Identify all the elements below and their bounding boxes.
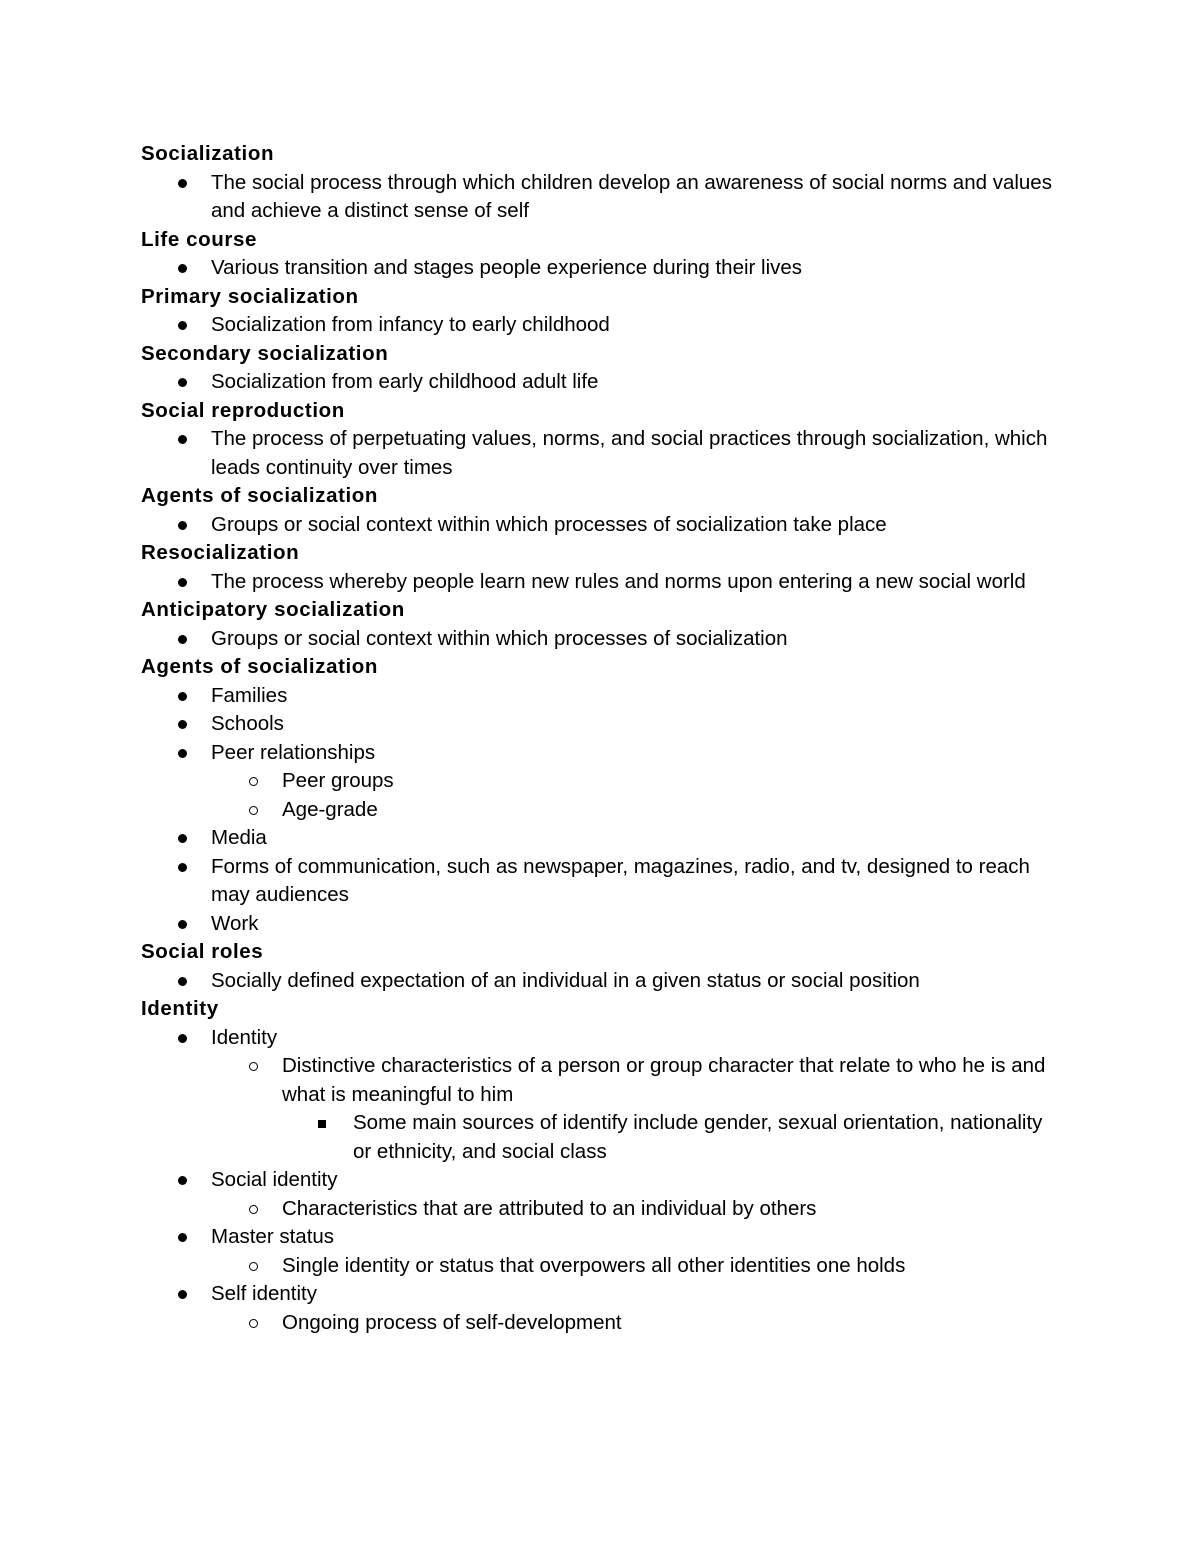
term-heading: Resocialization [141, 541, 300, 564]
list-item [141, 169, 1061, 226]
bullet-disc-icon [178, 521, 187, 530]
list-item [141, 739, 1061, 768]
list-item-text: Single identity or status that overpowers all other identities one holds [282, 1253, 906, 1277]
list-item-text: Families [211, 683, 288, 707]
list-item [141, 254, 1061, 283]
term-heading: Anticipatory socialization [141, 598, 405, 621]
term-heading: Social roles [141, 940, 264, 963]
list-item-text: Distinctive characteristics of a person or group character that relate to who he is and what is meaningful to him [282, 1054, 1046, 1106]
bullet-disc-icon [178, 720, 187, 729]
list-item [141, 967, 1061, 996]
bullet-disc-icon [178, 179, 187, 188]
list-item [141, 625, 1061, 654]
list-item-text: Ongoing process of self-development [282, 1310, 622, 1334]
bullet-disc-icon [178, 977, 187, 986]
term-heading: Socialization [141, 142, 275, 165]
bullet-circle-icon [249, 806, 258, 815]
list-item-text: Socialization from early childhood adult life [211, 370, 599, 393]
bullet-circle-icon [249, 777, 258, 786]
bullet-circle-icon [249, 1062, 258, 1071]
term-heading: Primary socialization [141, 284, 359, 308]
list-item-text: Media [211, 826, 267, 849]
list-item [141, 511, 1061, 540]
list-item [141, 1024, 1061, 1053]
list-item [141, 1195, 1061, 1224]
list-item [141, 824, 1061, 853]
bullet-square-icon [318, 1120, 326, 1128]
list-item [141, 1252, 1061, 1281]
term-heading: Secondary socialization [141, 341, 389, 365]
list-item-text: The process whereby people learn new rules and norms upon entering a new social world [211, 569, 1026, 593]
list-item-text: Groups or social context within which processes of socialization take place [211, 512, 887, 536]
list-item [141, 568, 1061, 597]
list-item-text: Work [211, 911, 259, 935]
list-item-text: Socialization from infancy to early childhood [211, 313, 610, 336]
list-item [141, 1052, 1061, 1109]
list-item [141, 425, 1061, 482]
bullet-disc-icon [178, 264, 187, 273]
list-item [141, 853, 1061, 910]
term-heading: Agents of socialization [141, 655, 379, 678]
bullet-disc-icon [178, 1176, 187, 1185]
list-item [141, 767, 1061, 796]
bullet-circle-icon [249, 1205, 258, 1214]
bullet-disc-icon [178, 435, 187, 444]
list-item [141, 1280, 1061, 1309]
bullet-disc-icon [178, 1290, 187, 1299]
bullet-disc-icon [178, 692, 187, 701]
bullet-circle-icon [249, 1319, 258, 1328]
bullet-disc-icon [178, 920, 187, 929]
list-item-text: Groups or social context within which processes of socialization [211, 626, 788, 650]
list-item [141, 796, 1061, 825]
list-item [141, 1166, 1061, 1195]
list-item-text: Socially defined expectation of an individual in a given status or social position [211, 968, 920, 992]
list-item-text: Peer relationships [211, 740, 376, 764]
list-item-text: Social identity [211, 1168, 338, 1191]
list-item-text: Master status [211, 1225, 335, 1248]
list-item [141, 1223, 1061, 1252]
list-item-text: The social process through which children develop an awareness of social norms and values and achieve a distinct sense of self [211, 170, 1052, 222]
bullet-disc-icon [178, 863, 187, 872]
document-body [141, 140, 1061, 1337]
bullet-disc-icon [178, 578, 187, 587]
term-heading: Social reproduction [141, 398, 345, 422]
list-item [141, 1309, 1061, 1338]
bullet-disc-icon [178, 378, 187, 387]
list-item [141, 368, 1061, 397]
term-heading: Agents of socialization [141, 484, 379, 507]
list-item [141, 710, 1061, 739]
list-item-text: The process of perpetuating values, norms, and social practices through socialization, which leads continuity over times [211, 427, 1048, 479]
term-heading: Life course [141, 227, 257, 251]
list-item [141, 311, 1061, 340]
list-item [141, 1109, 1061, 1166]
bullet-disc-icon [178, 749, 187, 758]
bullet-disc-icon [178, 1233, 187, 1242]
list-item [141, 682, 1061, 711]
list-item-text: Identity [211, 1025, 278, 1049]
list-item-text: Self identity [211, 1282, 317, 1305]
bullet-disc-icon [178, 635, 187, 644]
term-heading: Identity [141, 997, 219, 1020]
list-item-text: Age-grade [282, 797, 378, 821]
bullet-circle-icon [249, 1262, 258, 1271]
list-item-text: Schools [211, 712, 284, 735]
list-item-text: Characteristics that are attributed to an individual by others [282, 1196, 817, 1220]
list-item-text: Some main sources of identify include gender, sexual orientation, nationality or ethnicity, and social class [353, 1111, 1043, 1163]
bullet-disc-icon [178, 1034, 187, 1043]
bullet-disc-icon [178, 321, 187, 330]
list-item-text: Peer groups [282, 769, 394, 792]
list-item [141, 910, 1061, 939]
list-item-text: Various transition and stages people experience during their lives [211, 256, 803, 279]
list-item-text: Forms of communication, such as newspaper, magazines, radio, and tv, designed to reach may audiences [211, 854, 1030, 906]
bullet-disc-icon [178, 834, 187, 843]
